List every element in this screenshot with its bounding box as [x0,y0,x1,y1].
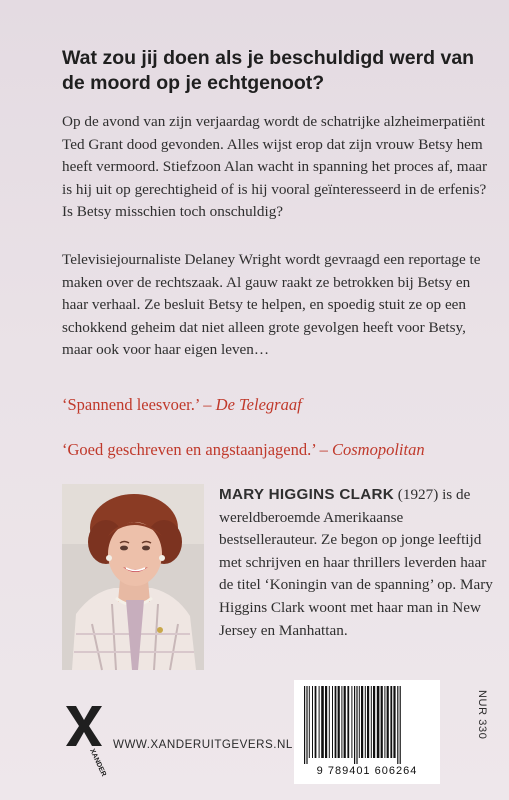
barcode-bar [393,686,395,758]
barcode-bar [319,686,320,758]
barcode-bar [347,686,349,758]
barcode-bars [300,686,434,764]
author-photo [62,484,204,670]
barcode-bar [351,686,352,758]
barcode-bar [359,686,360,758]
barcode-bar [341,686,342,758]
review-quote-1 [62,394,302,416]
barcode-bar [397,686,398,764]
barcode-bar [321,686,324,758]
barcode-bar [367,686,369,758]
review-quote-text: ‘Spannend leesvoer.’ – [62,395,216,414]
review-quote-source: Cosmopolitan [332,440,425,459]
barcode-bar [381,686,383,758]
barcode-bar [332,686,333,758]
barcode-bar [365,686,366,758]
barcode-bar [390,686,392,758]
barcode-bar [304,686,305,764]
barcode-bar [373,686,375,758]
publisher-logo [64,704,108,778]
review-quote-text: ‘Goed geschreven en angstaanjagend.’ – [62,440,332,459]
xander-x-logo-icon [64,704,108,778]
review-quote-2 [62,439,425,461]
author-bio [219,484,504,642]
publisher-logo-text: XANDER [88,747,108,778]
barcode-bar [354,686,355,764]
barcode-bar [306,686,307,764]
author-portrait-image [62,484,204,670]
publisher-website: WWW.XANDERUITGEVERS.NL [113,738,293,751]
barcode [294,680,440,784]
nur-code: NUR 330 [476,690,488,740]
barcode-bar [384,686,385,758]
barcode-bar [335,686,337,758]
barcode-bar [361,686,363,758]
barcode-bar [400,686,401,764]
barcode-bar [371,686,372,758]
headline: Wat zou jij doen als je beschuldigd werd van de moord op je echtgenoot? [62,47,475,94]
barcode-bar [338,686,340,758]
barcode-bar [315,686,317,758]
author-name: MARY HIGGINS CLARK [219,486,394,503]
barcode-bar [312,686,313,758]
author-bio-text: (1927) is de wereldberoemde Amerikaanse bestsellerauteur. Ze begon op jonge leeftijd met schrijven en haar thrillers leverden haar de titel ‘Koningin van de spanning’ op. Mary Higgins Clark woont met haar man in New Jersey en Manhattan. [219,486,493,639]
barcode-bar [377,686,380,758]
barcode-bar [329,686,330,758]
synopsis-paragraph-2: Televisiejournaliste Delaney Wright wordt gevraagd een reportage te maken over de rechtszaak. Al gauw raakt ze betrokken bij Betsy en haar verhaal. Ze besluit Betsy te helpen, en spoedig stuit ze op een schokkend geheim dat niet alleen grote gevolgen heeft voor Betsy, maar ook voor haar eigen leven… [62,251,481,359]
barcode-number: 9 789401 606264 [316,765,418,777]
barcode-bar [387,686,389,758]
synopsis-paragraph-1: Op de avond van zijn verjaardag wordt de schatrijke alzheimerpatiënt Ted Grant dood gevonden. Alles wijst erop dat zijn vrouw Betsy hem heeft vermoord. Stiefzoon Alan wacht in spanning het proces af, maar is hij uit op gerechtigheid of is hij vooral geïnteresseerd in de erfenis? Is Betsy misschien toch onschuldig? [62,113,488,221]
barcode-bar [344,686,346,758]
barcode-bar [309,686,310,758]
barcode-bar [325,686,327,758]
review-quote-source: De Telegraaf [215,395,302,414]
barcode-bar [356,686,357,764]
